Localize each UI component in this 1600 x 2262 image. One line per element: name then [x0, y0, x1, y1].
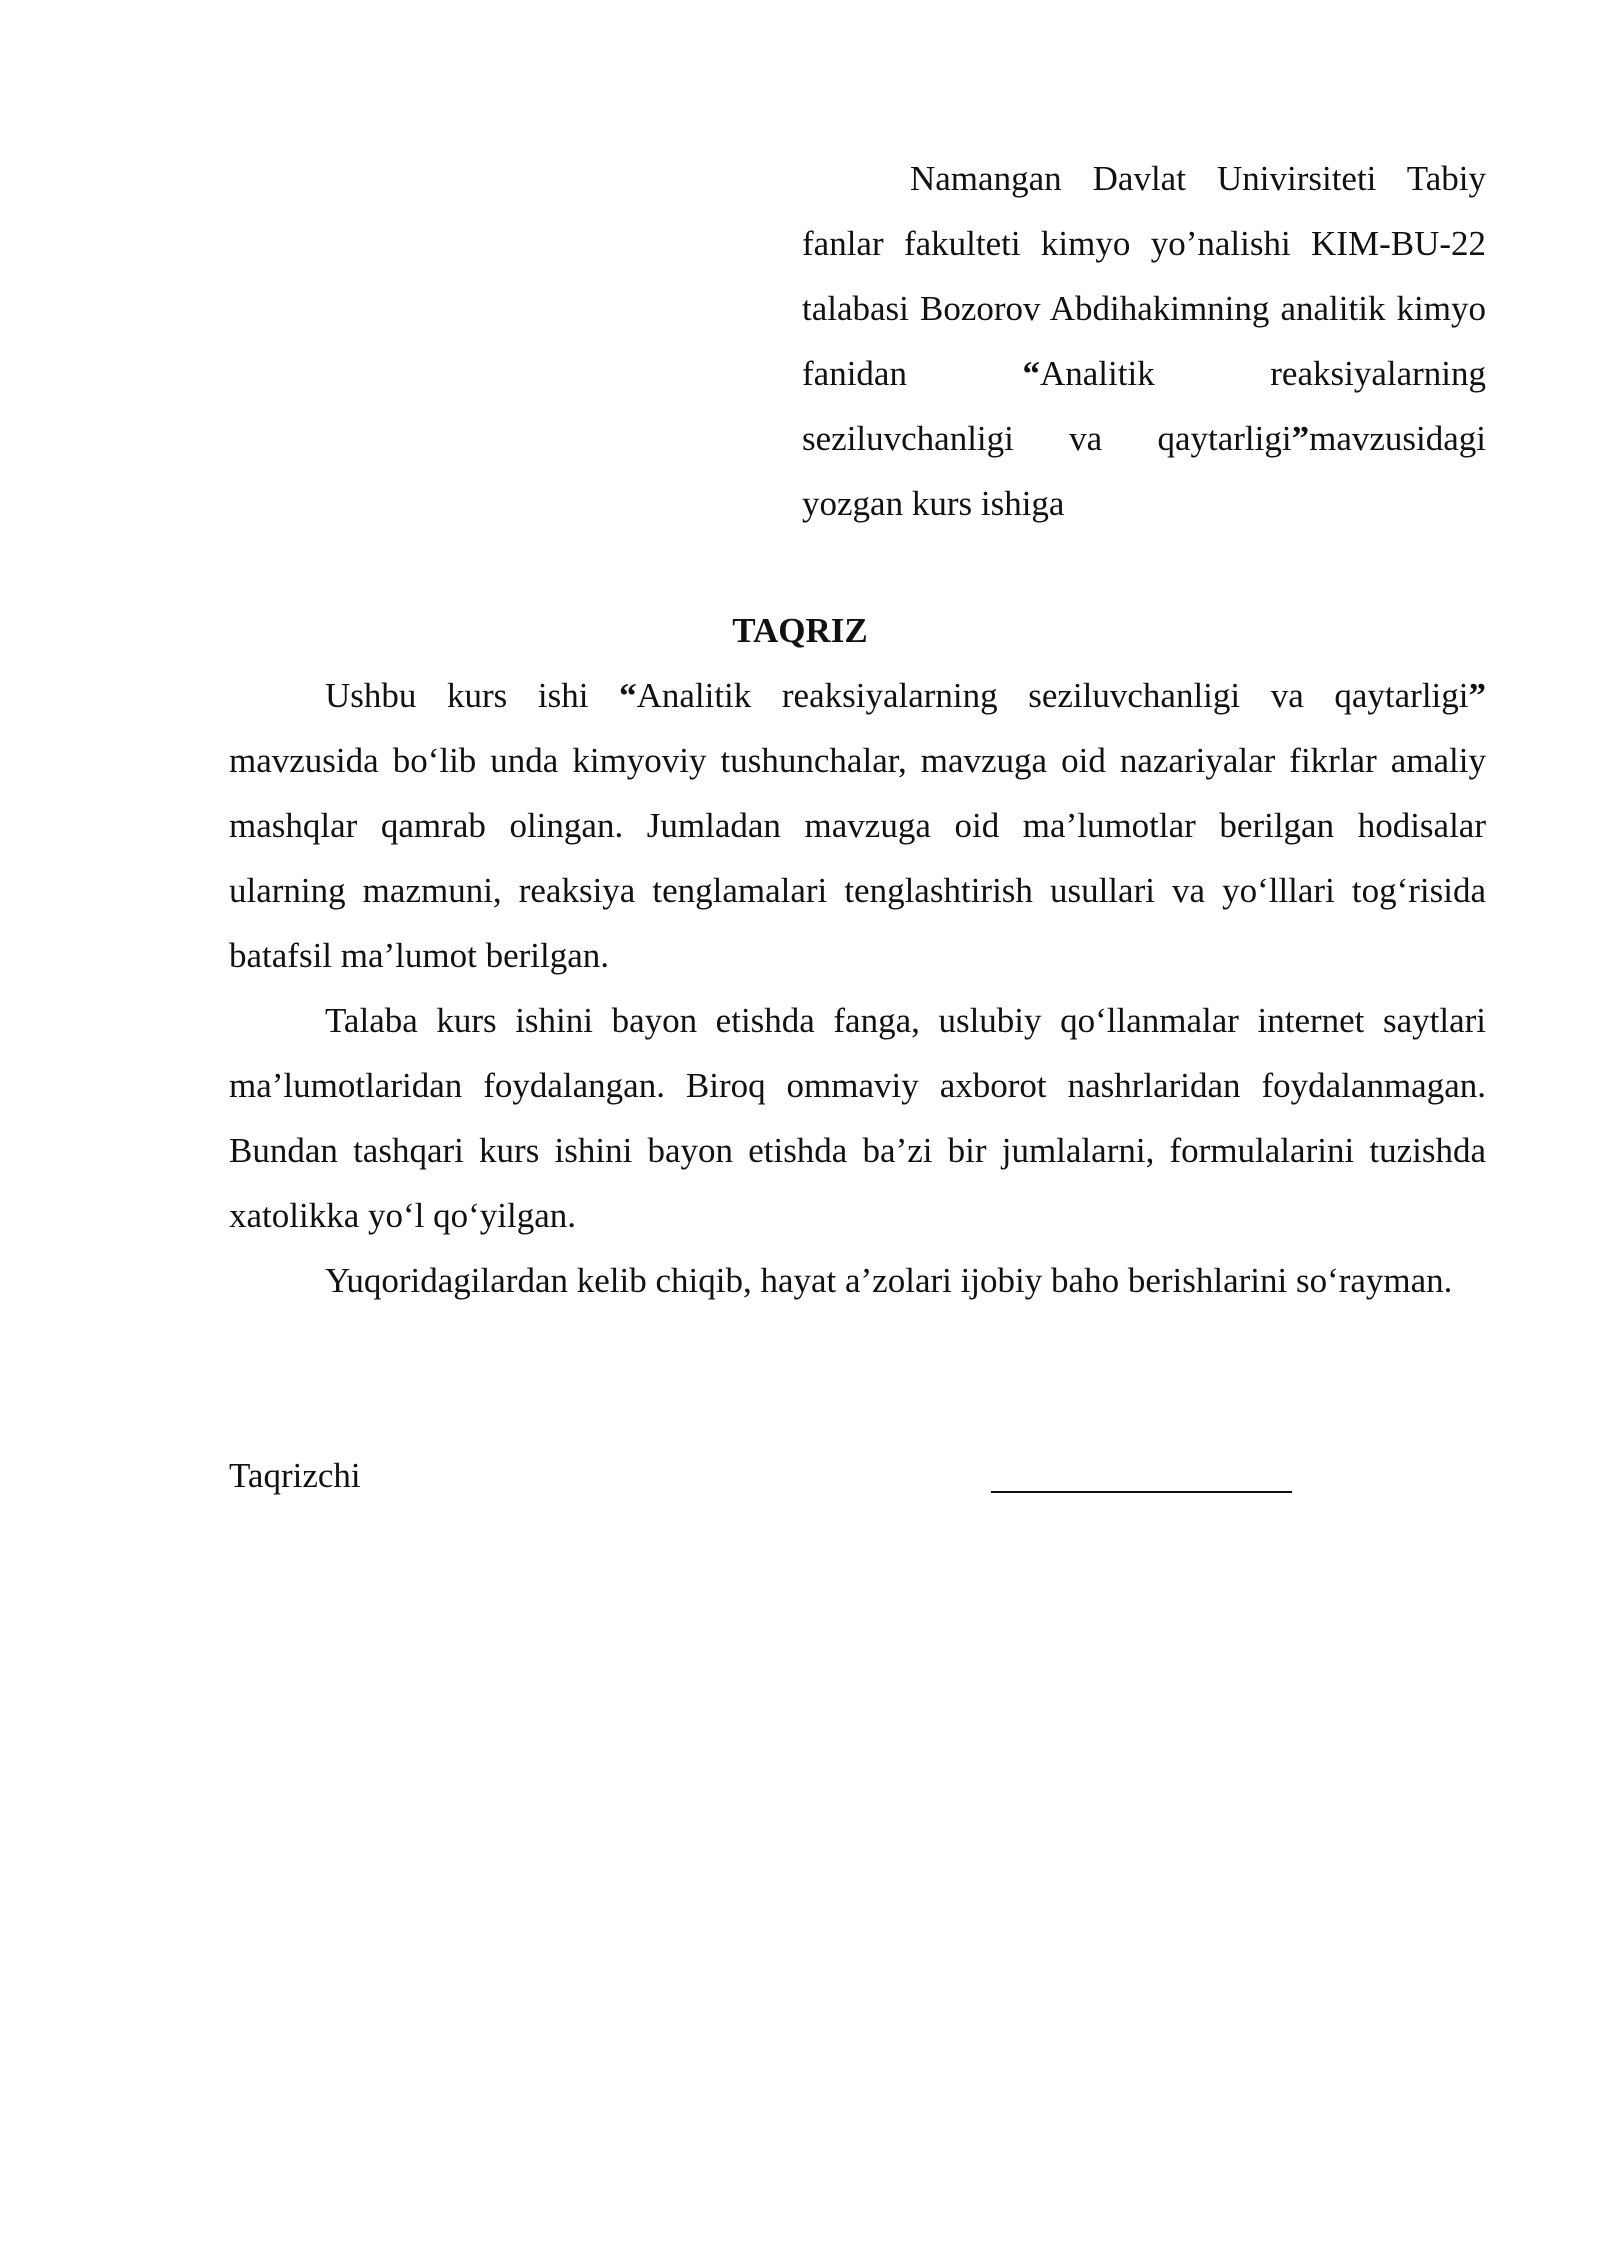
recipient-text-end: mavzusidagi yozgan kurs ishiga: [802, 419, 1486, 523]
paragraph-1-close-quote: ”: [1468, 676, 1486, 715]
recipient-open-quote: “: [1022, 354, 1040, 393]
signature-row: [229, 1443, 1486, 1508]
paragraph-2: Talaba kurs ishini bayon etishda fanga, uslubiy qo‘llanmalar internet saytlari ma’lumotlaridan foydalangan. Biroq ommaviy axborot nashrlaridan foydalanmagan. Bundan tashqari kurs ishini bayon etishda ba’zi bir jumlalarni, formulalarini tuzishda xatolikka yo‘l qo‘yilgan.: [229, 1001, 1486, 1235]
review-body: [229, 663, 1486, 1313]
document-title: TAQRIZ: [732, 611, 868, 650]
signature-line: [991, 1491, 1292, 1493]
paragraph-1-topic: Analitik reaksiyalarning seziluvchanligi va qaytarligi: [636, 676, 1469, 715]
paragraph-3: Yuqoridagilardan kelib chiqib, hayat a’zolari ijobiy baho berishlarini so‘rayman.: [325, 1261, 1453, 1300]
paragraph-1-start: Ushbu kurs ishi: [325, 676, 620, 715]
reviewer-label: Taqrizchi: [229, 1456, 361, 1495]
recipient-topic: Analitik reaksiyalarning seziluvchanligi va qaytarligi: [802, 354, 1486, 458]
paragraph-1-open-quote: “: [619, 676, 637, 715]
paragraph-1: [229, 663, 1486, 988]
recipient-block: [802, 146, 1486, 536]
paragraph-1-rest: mavzusida bo‘lib unda kimyoviy tushunchalar, mavzuga oid nazariyalar fikrlar amaliy mashqlar qamrab olingan. Jumladan mavzuga oid ma’lumotlar berilgan hodisalar ularning mazmuni, reaksiya tenglamalari tenglashtirish usullari va yo‘lllari tog‘risida batafsil ma’lumot berilgan.: [229, 741, 1486, 975]
recipient-text: Namangan Davlat Univirsiteti Tabiy fanlar fakulteti kimyo yo’nalishi KIM-BU-22 talabasi Bozorov Abdihakimning analitik kimyo fanidan: [802, 159, 1486, 393]
recipient-close-quote: ”: [1291, 419, 1310, 458]
